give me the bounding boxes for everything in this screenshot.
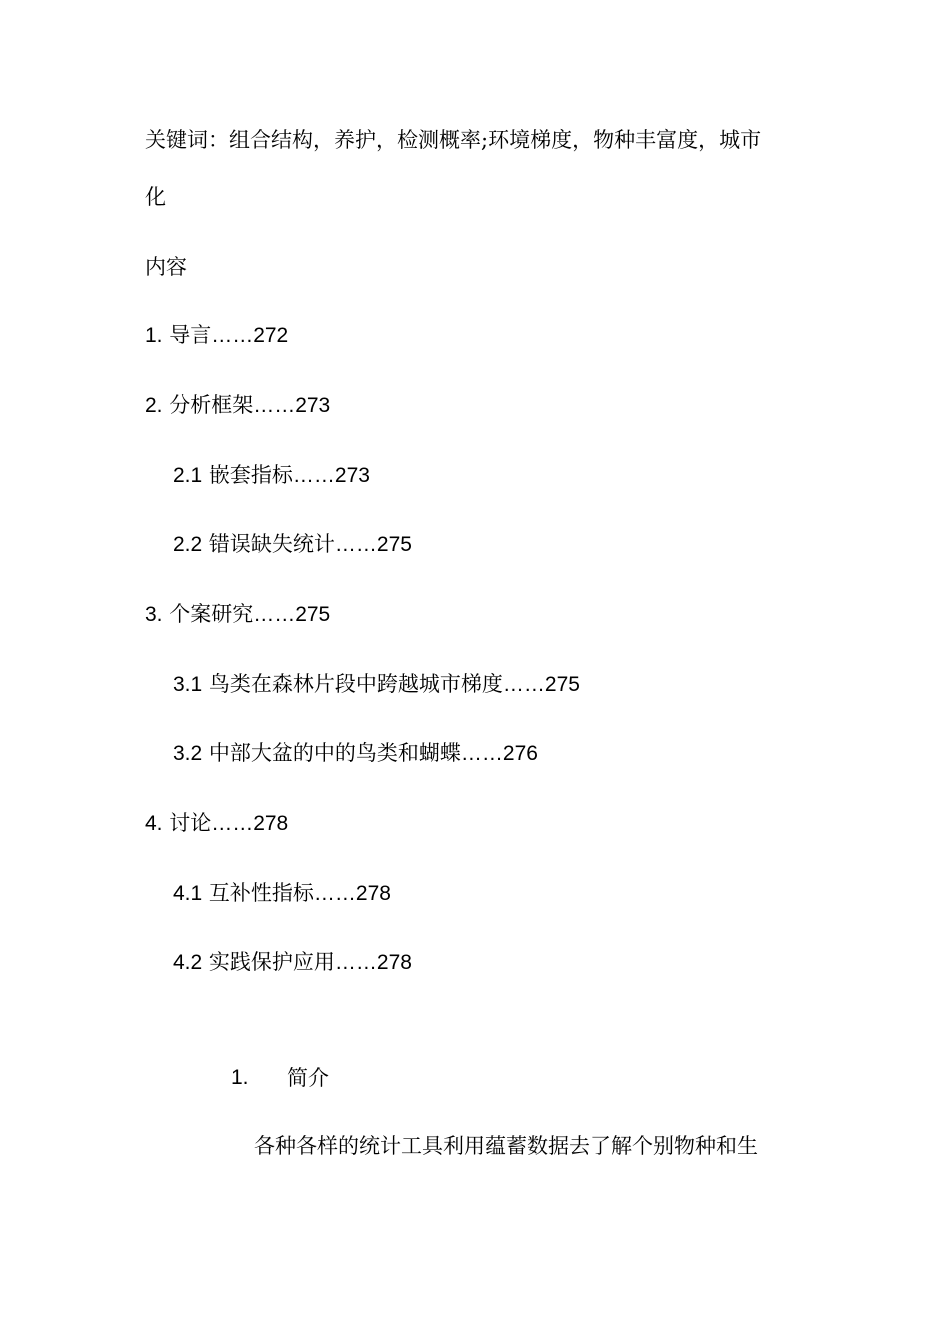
toc-entry-number: 1.	[145, 324, 163, 347]
toc-entry-title: 鸟类在森林片段中跨越城市梯度	[208, 672, 503, 696]
toc-entry	[173, 530, 412, 559]
toc-entry-leader: ……	[211, 324, 254, 347]
toc-entry	[173, 879, 391, 908]
toc-entry-title: 嵌套指标	[208, 463, 293, 487]
toc-entry-leader: ……	[502, 673, 545, 696]
toc-entry-title: 错误缺失统计	[208, 532, 335, 556]
toc-entry	[145, 321, 288, 350]
toc-entry-page: 276	[502, 742, 538, 765]
toc-entry	[145, 600, 330, 629]
toc-entry-number: 4.	[145, 812, 163, 835]
toc-entry	[173, 670, 580, 699]
toc-title: 内容	[145, 255, 187, 279]
toc-entry-number: 4.2	[173, 951, 203, 974]
toc-entry-leader: ……	[334, 951, 377, 974]
toc-entry-number: 3.1	[173, 673, 203, 696]
toc-entry-page: 275	[544, 673, 580, 696]
toc-entry-title: 互补性指标	[208, 881, 314, 905]
toc-entry-number: 4.1	[173, 882, 203, 905]
toc-entry-leader: ……	[292, 464, 335, 487]
toc-entry	[173, 739, 538, 768]
toc-entry-title: 分析框架	[169, 393, 254, 417]
toc-entry-page: 275	[295, 603, 331, 626]
toc-entry-number: 2.1	[173, 464, 203, 487]
toc-entry-page: 278	[253, 812, 289, 835]
toc-entry-leader: ……	[313, 882, 356, 905]
toc-entry-page: 272	[253, 324, 289, 347]
toc-entry-number: 2.	[145, 394, 163, 417]
toc-entry	[145, 809, 288, 838]
section-title: 简介	[287, 1066, 329, 1090]
toc-entry-leader: ……	[253, 394, 296, 417]
toc-entry-title: 讨论	[169, 811, 212, 835]
toc-entry-page: 275	[376, 533, 412, 556]
keywords-line-2: 化	[145, 185, 166, 209]
section-number: 1.	[231, 1066, 249, 1089]
toc-entry-page: 273	[295, 394, 331, 417]
toc-entry-title: 中部大盆的中的鸟类和蝴蝶	[208, 741, 461, 765]
toc-entry-number: 3.	[145, 603, 163, 626]
toc-entry-leader: ……	[211, 812, 254, 835]
toc-entry-title: 实践保护应用	[208, 950, 335, 974]
toc-entry-page: 278	[355, 882, 391, 905]
toc-entry-leader: ……	[253, 603, 296, 626]
toc-entry-title: 个案研究	[169, 602, 254, 626]
toc-entry-page: 273	[334, 464, 370, 487]
toc-entry-leader: ……	[460, 742, 503, 765]
toc-entry-page: 278	[376, 951, 412, 974]
toc-entry-title: 导言	[169, 323, 212, 347]
toc-entry	[173, 948, 412, 977]
body-paragraph: 各种各样的统计工具利用蕴蓄数据去了解个别物种和生	[254, 1134, 758, 1158]
keywords-line-1: 关键词：组合结构，养护，检测概率;环境梯度，物种丰富度，城市	[145, 128, 762, 152]
toc-entry	[173, 461, 370, 490]
toc-entry-number: 2.2	[173, 533, 203, 556]
toc-entry-leader: ……	[334, 533, 377, 556]
toc-entry	[145, 391, 330, 420]
toc-entry-number: 3.2	[173, 742, 203, 765]
